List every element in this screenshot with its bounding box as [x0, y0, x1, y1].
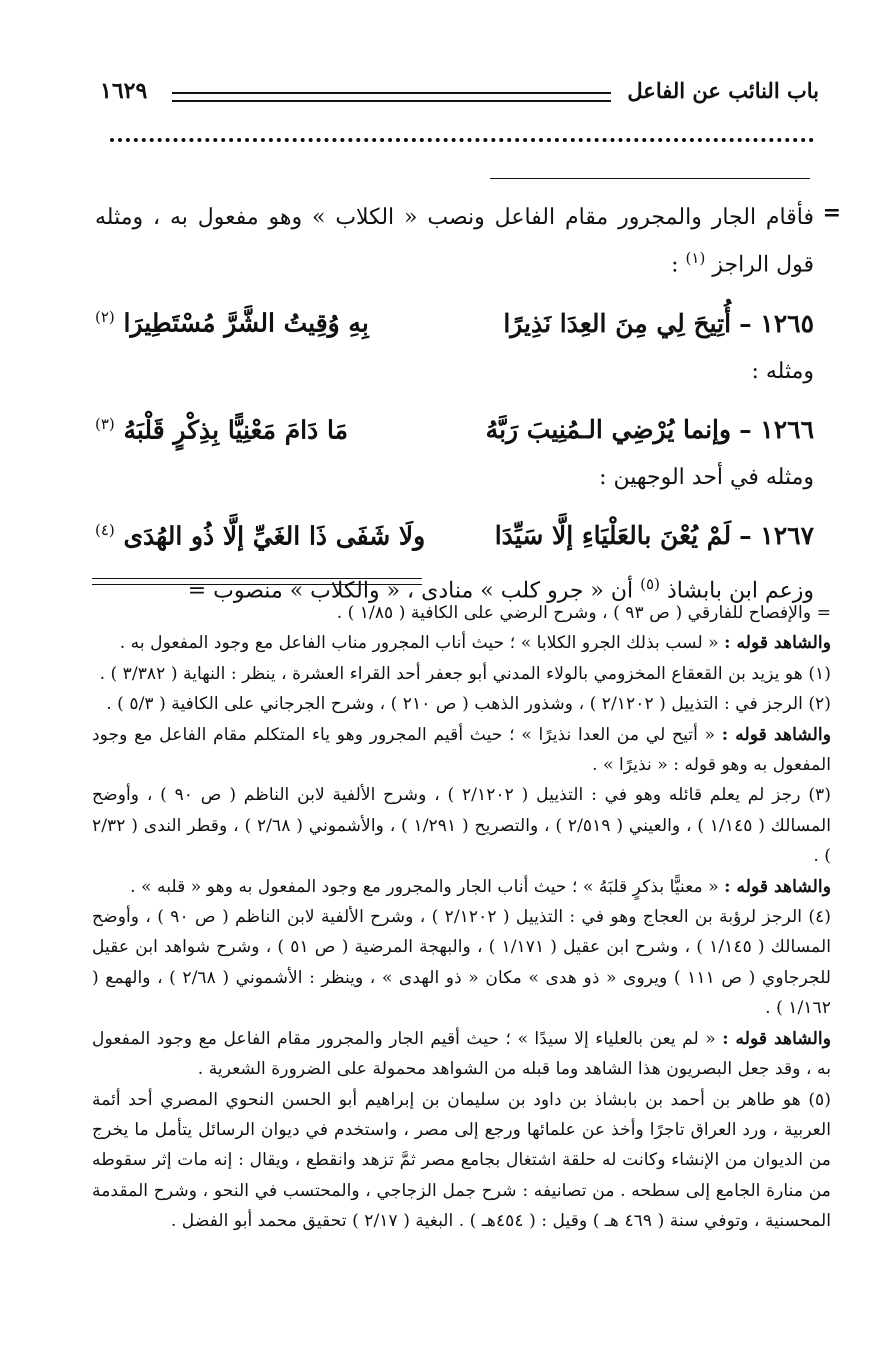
verse-hemistich-first: لَمْ يُعْنَ بالعَلْيَاءِ إلَّا سَيِّدَا: [494, 521, 732, 551]
paragraph-last-rest: أن « جرو كلب » منادى ، « والكلاب » منصوب =: [187, 578, 641, 604]
running-header: [100, 78, 819, 112]
page-number: ١٦٢٩: [100, 78, 148, 104]
footnote-line: [92, 1085, 831, 1237]
verse-number: ١٢٦٧ –: [739, 521, 814, 551]
verse-number: ١٢٦٥ –: [739, 308, 814, 338]
footnote-line: [92, 1024, 831, 1085]
verse-hemistich-second: [95, 504, 460, 562]
footnote-text: (١) هو يزيد بن القعقاع المخزومي بالولاء المدني أبو جعفر أحد القراء العشرة ، ينظر : النهاية ( ٣/٣٨٢ ) .: [99, 663, 831, 684]
footnote-line: [92, 628, 831, 658]
note-ref-3: (٣): [94, 414, 115, 433]
verse-hemistich-second-text: بِهِ وُقِيتُ الشَّرَّ مُسْتَطِيرَا: [123, 308, 369, 338]
footnote-lead: والشاهد قوله :: [724, 633, 831, 654]
verse-hemistich-second: [95, 398, 417, 456]
dotted-separator: [110, 138, 814, 150]
footnote-lead: والشاهد قوله :: [724, 876, 831, 897]
verse-1267: [95, 504, 814, 562]
main-text: [95, 198, 814, 612]
footnote-text: « معنيًّا بذكرٍ قلبَهُ » ؛ حيث أناب الجار والمجرور مع وجود المفعول به وهو « قلبه » .: [130, 876, 725, 897]
footnote-text: « لم يعن بالعلياء إلا سيدًا » ؛ حيث أقيم الجار والمجرور مقام الفاعل مع وجود المفعول به ، وقد جعل البصريون هذا الشاهد وما قبله من الشواهد محمولة على الضرورة الشعرية .: [92, 1028, 831, 1080]
verse-1266: [95, 398, 814, 456]
footnote-line: [92, 902, 831, 1024]
paragraph-last-text: وزعم ابن بابشاذ: [666, 578, 814, 604]
footnote-text: (٢) الرجز في : التذييل ( ٢/١٢٠٢ ) ، وشذور الذهب ( ص ٢١٠ ) ، وشرح الجرجاني على الكافية ( ٥/٣ ) .: [106, 694, 831, 715]
footnote-lead: والشاهد قوله :: [721, 724, 831, 745]
footnote-text: « لسب بذلك الجرو الكلابا » ؛ حيث أناب المجرور مناب الفاعل مع وجود المفعول به .: [119, 633, 725, 654]
footnote-line: [92, 659, 831, 689]
verse-hemistich-second-text: مَا دَامَ مَعْنِيًّا بِذِكْرٍ قَلْبَهُ: [123, 414, 348, 444]
continuation-mark: =: [822, 200, 841, 226]
verse-number: ١٢٦٦ –: [739, 414, 814, 444]
footnote-text: (٤) الرجز لرؤبة بن العجاج وهو في : التذييل ( ٢/١٢٠٢ ) ، وشرح الألفية لابن الناظم ( ص ٩٠ ) ، وأوضح المسالك ( ١/١٤٥ ) ، وشرح ابن عقيل ( ١/١٧١ ) ، والبهجة المرضية ( ص ٥١ ) ، وشرح شواهد ابن عقيل للجرجاوي ( ص ١١١ ) ويروى « ذو هدى » مكان « ذو الهدى » ، وينظر : الأشموني ( ٢/٦٨ ) ، والهمع ( ١/١٦٢ ) .: [92, 907, 832, 1019]
chapter-title: باب النائب عن الفاعل: [627, 78, 819, 103]
footnote-line: [92, 689, 831, 719]
note-ref-5: (٥): [640, 575, 660, 594]
footnote-text: « أتيح لي من العدا نذيرًا » ؛ حيث أقيم المجرور وهو ياء المتكلم مقام الفاعل مع وجود المفعول به وهو قوله : « نذيرًا » .: [92, 724, 831, 776]
footnote-separator: [92, 578, 422, 585]
header-double-rule: [172, 92, 611, 102]
verse-1265: [95, 291, 814, 349]
paragraph-intro-text: فأقام الجار والمجرور مقام الفاعل ونصب « الكلاب » وهو مفعول به ، ومثله قول الراجز: [95, 205, 814, 278]
line-after-1265: ومثله :: [751, 358, 814, 384]
paragraph-intro: [95, 198, 814, 285]
footnote-line: [92, 872, 831, 902]
footnote-lead: والشاهد قوله :: [722, 1028, 831, 1049]
verse-hemistich-first: وإنما يُرْضِي الـمُنِيبَ رَبَّهُ: [485, 414, 732, 444]
paragraph-intro-end: :: [671, 252, 686, 278]
footnote-line: [92, 598, 831, 628]
footnote-text: = والإفصاح للفارقي ( ص ٩٣ ) ، وشرح الرضي على الكافية ( ١/٨٥ ) .: [336, 603, 831, 623]
verse-hemistich-second-text: ولَا شَفَى ذَا الغَيِّ إلَّا ذُو الهُدَى: [123, 521, 426, 551]
footnote-text: (٥) هو طاهر بن أحمد بن بابشاذ بن داود بن سليمان بن إبراهيم أبو الحسن النحوي المصري أحد أئمة العربية ، ورد العراق تاجرًا وأخذ عن علمائها ورجع إلى مصر ، واستخدم في ديوان الرسائل يتأمل ما يخرج من الديوان من الإنشاء وكانت له حلقة اشتغال بجامع مصر ثمَّ تزهد وانقطع ، ويقال : إنه مات إثر سقوطه من منارة الجامع إلى سطحه . من تصانيفه : شرح جمل الزجاجي ، والمحتسب في النحو ، وشرح المقدمة المحسنية ، وتوفي سنة ( ٤٦٩ هـ ) وقيل : ( ٤٥٤هـ ) . البغية ( ٢/١٧ ) تحقيق محمد أبو الفضل .: [92, 1089, 831, 1232]
footnote-line: [92, 780, 831, 871]
short-rule: [490, 178, 810, 179]
verse-hemistich-second: [95, 291, 436, 349]
note-ref-2: (٢): [95, 308, 115, 327]
verse-hemistich-first: أُتِيحَ لِي مِنَ العِدَا نَذِيرًا: [503, 308, 732, 338]
footnotes: [92, 598, 831, 1237]
footnote-line: [92, 720, 831, 781]
note-ref-1: (١): [685, 249, 706, 267]
note-ref-4: (٤): [94, 520, 115, 539]
line-after-1266: ومثله في أحد الوجهين :: [599, 464, 814, 490]
footnote-text: (٣) رجز لم يعلم قائله وهو في : التذييل ( ٢/١٢٠٢ ) ، وشرح الألفية لابن الناظم ( ص ٩٠ ) ، وأوضح المسالك ( ١/١٤٥ ) ، والعيني ( ٢/٥١٩ ) ، والتصريح ( ١/٢٩١ ) ، والأشموني ( ٢/٦٨ ) ، وقطر الندى ( ٢/٣٢ ) .: [92, 785, 832, 867]
